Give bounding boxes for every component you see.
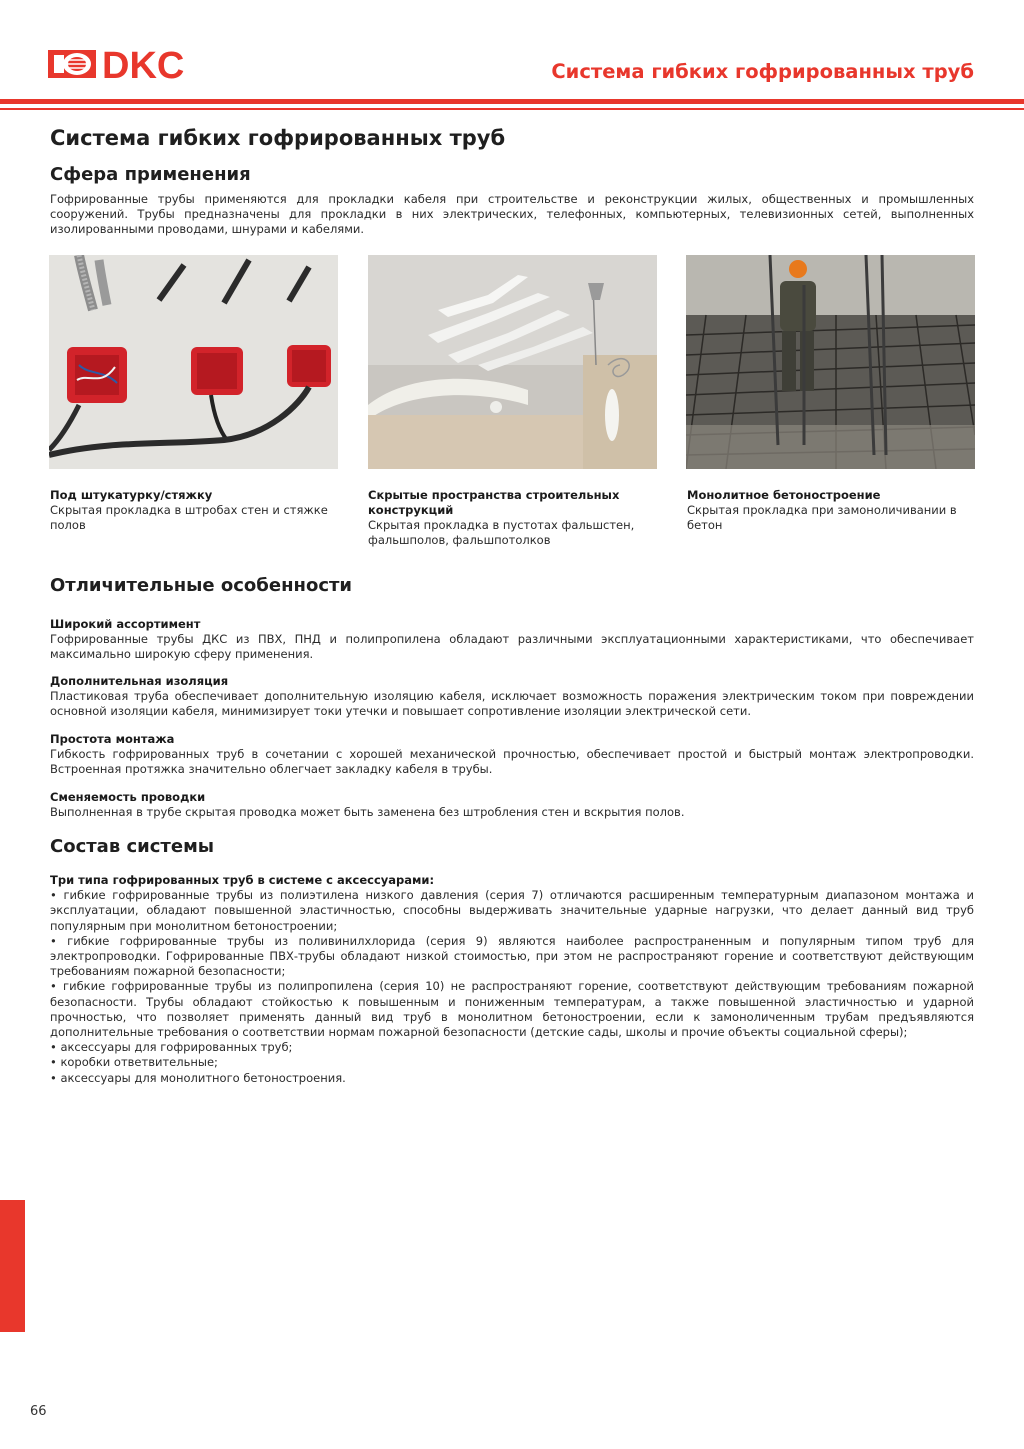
page-title: Система гибких гофрированных труб [50,126,506,150]
section-side-tab [0,1200,25,1332]
scope-paragraph [50,192,974,237]
application-text: Скрытая прокладка в штробах стен и стяжке полов [50,503,328,532]
feature-text: Выполненная в трубе скрытая проводка может быть заменена без штробления стен и вскрытия полов. [50,805,685,819]
composition-heading: Состав системы [50,836,215,857]
ceiling-photo [368,255,657,469]
list-item: • коробки ответвительные; [50,1055,218,1070]
scope-heading: Сфера применения [50,164,251,185]
feature-item [50,617,974,662]
application-title: Скрытые пространства строительных конструкций [368,488,620,517]
application-text: Скрытая прокладка при замоноличивании в бетон [687,503,957,532]
feature-title: Сменяемость проводки [50,790,206,804]
logo-wordmark: DKC [102,45,185,84]
feature-item [50,674,974,719]
feature-text: Гофрированные трубы ДКС из ПВХ, ПНД и полипропилена обладают различными эксплуатационными характеристиками, что обеспечивает максимально широкую сферу применения. [50,632,974,661]
feature-item [50,732,974,777]
feature-text: Пластиковая труба обеспечивает дополнительную изоляцию кабеля, исключает возможность поражения электрическим током при повреждении основной изоляции кабеля, минимизирует токи утечки и повышает сопротивление изоляции электрической сети. [50,689,974,718]
feature-title: Широкий ассортимент [50,617,201,631]
scope-text: Гофрированные трубы применяются для прокладки кабеля при строительстве и реконструкции жилых, общественных и промышленных сооружений. Трубы предназначены для прокладки в них электрических, телефонных, компьютерных, телевизионных сетей, выполненных изолированными проводами, шнурами и кабелями. [50,192,974,236]
header-rule-thin [0,108,1024,110]
page-number: 66 [30,1404,47,1419]
composition-list [50,888,974,1086]
composition-block [50,873,974,1086]
header-rule-thick [0,99,1024,104]
application-caption-3 [687,488,977,533]
list-item: • гибкие гофрированные трубы из полиэтилена низкого давления (серия 7) отличаются расширенным температурным диапазоном монтажа и эксплуатации, обладают повышенной эластичностью, способны выдерживать значительные ударные нагрузки, что делает данный вид труб популярным при монолитном бетоностроении; [50,888,974,933]
list-item: • аксессуары для гофрированных труб; [50,1040,293,1055]
list-item: • аксессуары для монолитного бетоностроения. [50,1070,346,1085]
application-title: Монолитное бетоностроение [687,488,881,502]
dkc-emblem-icon [48,50,96,78]
feature-title: Дополнительная изоляция [50,674,229,688]
application-caption-2 [368,488,658,548]
list-item: • гибкие гофрированные трубы из полипропилена (серия 10) не распространяют горение, соответствуют действующим требованиям пожарной безопасности. Трубы обладают стойкостью к повышенным и пониженным температурам, а также повышенной эластичностью и ударной прочностью, что позволяет применять данный вид труб в монолитном бетоностроении, если к замоноличенным трубам предъявляются дополнительные требования о соответствии нормам пожарной безопасности (детские сады, школы и прочие объекты социальной сферы); [50,979,974,1040]
features-heading: Отличительные особенности [50,575,353,596]
wall-wiring-photo [49,255,338,469]
dkc-logo [46,44,238,84]
application-caption-1 [50,488,340,533]
feature-text: Гибкость гофрированных труб в сочетании с хорошей механической прочностью, обеспечивает простой и быстрый монтаж электропроводки. Встроенная протяжка значительно облегчает закладку кабеля в трубы. [50,747,974,776]
application-title: Под штукатурку/стяжку [50,488,213,502]
composition-lead: Три типа гофрированных труб в системе с аксессуарами: [50,873,435,887]
running-title: Система гибких гофрированных труб [551,60,974,83]
concrete-works-photo [686,255,975,469]
list-item: • гибкие гофрированные трубы из поливинилхлорида (серия 9) являются наиболее распространенным и популярным типом труб для электропроводки. Гофрированные ПВХ-трубы обладают низкой стоимостью, при этом не распространяют горение и соответствуют действующим требованиям пожарной безопасности; [50,933,974,979]
feature-item [50,790,974,820]
application-text: Скрытая прокладка в пустотах фальшстен, фальшполов, фальшпотолков [368,518,635,547]
feature-title: Простота монтажа [50,732,175,746]
